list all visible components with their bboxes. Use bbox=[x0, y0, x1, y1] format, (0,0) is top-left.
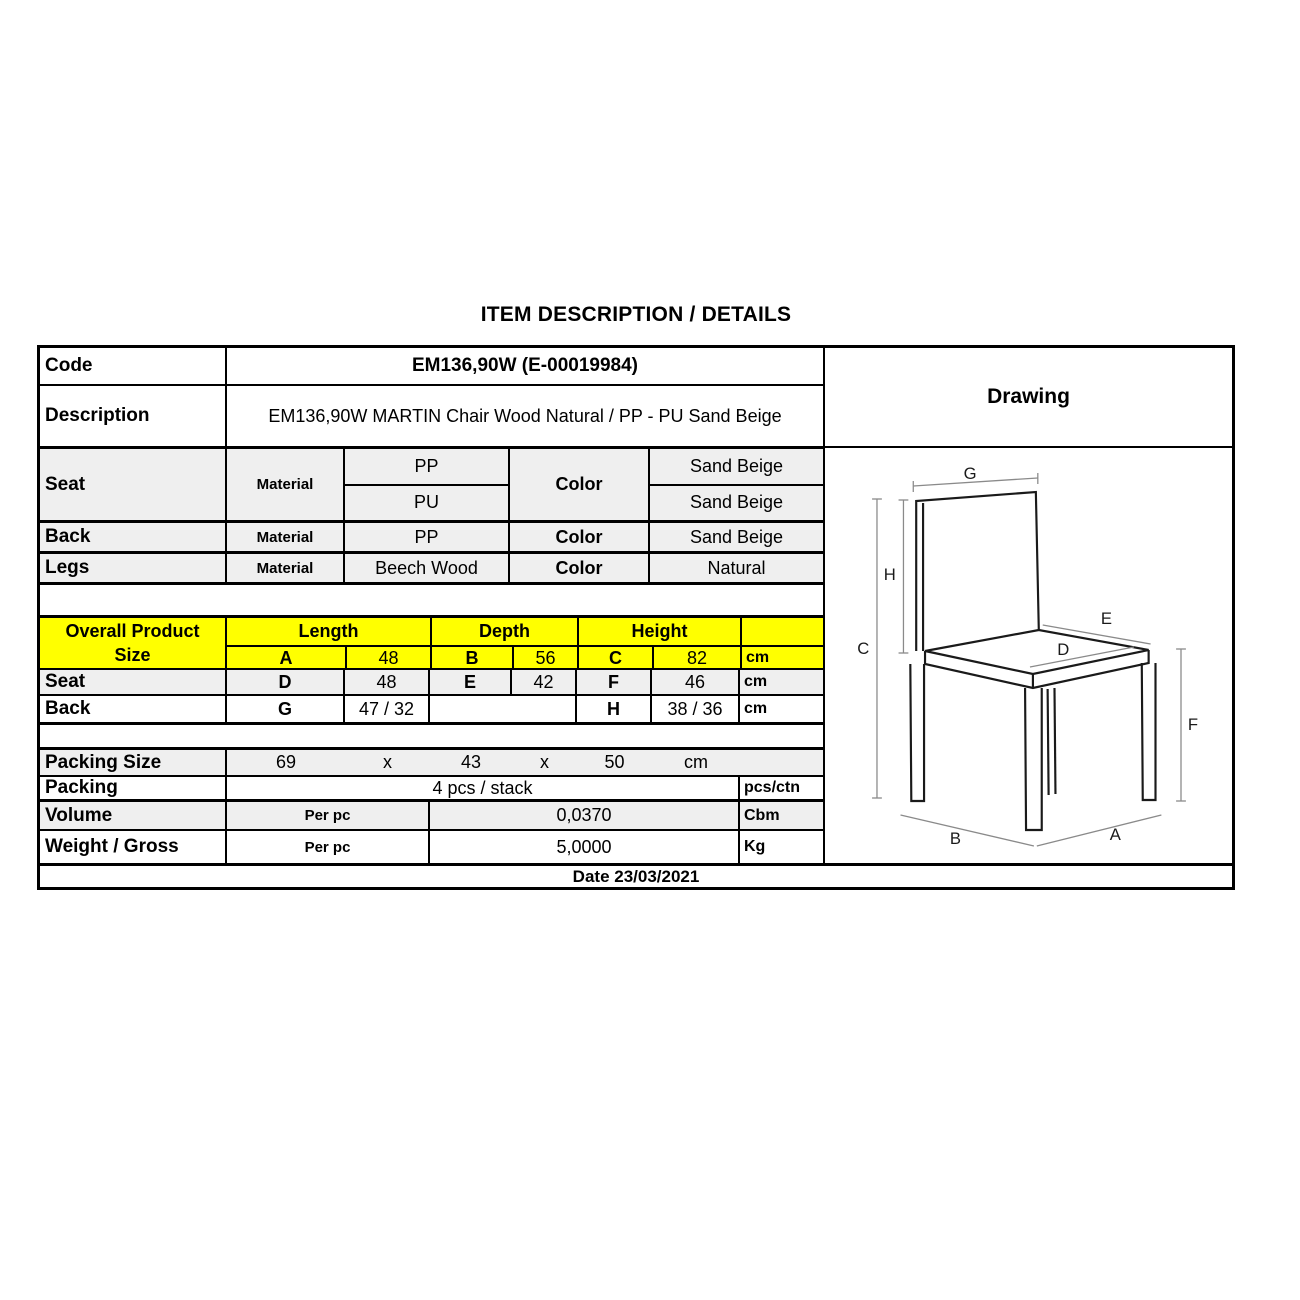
volume-row bbox=[40, 799, 823, 829]
code-value: EM136,90W (E-00019984) bbox=[225, 348, 823, 384]
seat-material-label: Material bbox=[225, 449, 343, 520]
legs-label: Legs bbox=[45, 557, 90, 578]
letter-h: H bbox=[575, 696, 650, 722]
description-row bbox=[40, 384, 823, 446]
weight-unit: Kg bbox=[738, 831, 823, 863]
back-color-value: Sand Beige bbox=[648, 523, 823, 551]
letter-b: B bbox=[430, 647, 512, 668]
weight-basis: Per pc bbox=[225, 831, 428, 863]
volume-label: Volume bbox=[45, 804, 113, 826]
depth-header: Depth bbox=[430, 618, 577, 645]
packing-size-values bbox=[225, 750, 823, 775]
drawing-title: Drawing bbox=[825, 348, 1232, 448]
back-size-unit: cm bbox=[738, 696, 823, 722]
size-header-dims-row bbox=[227, 618, 823, 645]
description-label: Description bbox=[45, 405, 150, 426]
legs-color-label: Color bbox=[508, 554, 648, 582]
value-c: 82 bbox=[652, 647, 740, 668]
dimension-labels bbox=[857, 464, 1198, 848]
back-row bbox=[40, 520, 823, 551]
seat-size-row bbox=[40, 668, 823, 694]
dim-label-d: D bbox=[1057, 639, 1070, 660]
back-size-empty bbox=[428, 696, 575, 722]
packing-size-sep2: x bbox=[540, 752, 549, 772]
spacer-cell bbox=[40, 585, 823, 615]
dim-label-b: B bbox=[949, 828, 961, 849]
table-main bbox=[40, 348, 1232, 863]
legs-material-label: Material bbox=[225, 554, 343, 582]
height-header: Height bbox=[577, 618, 740, 645]
seat-color-1: Sand Beige bbox=[689, 455, 784, 476]
seat-color-values bbox=[648, 449, 823, 520]
chair-outline bbox=[910, 492, 1155, 830]
dim-label-h: H bbox=[883, 564, 896, 585]
dim-label-f: F bbox=[1187, 714, 1199, 735]
page-title: ITEM DESCRIPTION / DETAILS bbox=[480, 303, 792, 326]
dim-label-a: A bbox=[1109, 824, 1121, 845]
weight-label: Weight / Gross bbox=[45, 836, 179, 857]
dim-label-g: G bbox=[963, 463, 977, 484]
spacer-row-1 bbox=[40, 582, 823, 615]
volume-basis: Per pc bbox=[225, 802, 428, 829]
seat-material-values bbox=[343, 449, 508, 520]
chair-drawing bbox=[825, 448, 1232, 863]
weight-row bbox=[40, 829, 823, 863]
spacer-cell bbox=[40, 725, 823, 747]
value-g: 47 / 32 bbox=[343, 696, 428, 722]
packing-unit: pcs/ctn bbox=[738, 777, 823, 799]
overall-unit: cm bbox=[740, 647, 823, 668]
size-header-grid bbox=[225, 618, 823, 668]
details-left-section bbox=[40, 348, 823, 863]
packing-value: 4 pcs / stack bbox=[225, 777, 738, 799]
size-header-label bbox=[40, 618, 225, 668]
seat-size-unit: cm bbox=[738, 670, 823, 694]
code-label: Code bbox=[45, 355, 93, 376]
spacer-row-2 bbox=[40, 722, 823, 747]
packing-label: Packing bbox=[45, 777, 118, 798]
weight-value: 5,0000 bbox=[428, 831, 738, 863]
legs-color-value: Natural bbox=[648, 554, 823, 582]
dim-label-c: C bbox=[857, 638, 870, 659]
seat-size-label: Seat bbox=[45, 671, 86, 692]
volume-unit: Cbm bbox=[738, 802, 823, 829]
size-header-label-line2: Size bbox=[114, 645, 151, 665]
seat-material-2: PU bbox=[345, 484, 508, 521]
letter-f: F bbox=[575, 670, 650, 694]
letter-d: D bbox=[225, 670, 343, 694]
back-material-value: PP bbox=[343, 523, 508, 551]
size-header-letters-row bbox=[227, 645, 823, 668]
packing-size-value3: 50 bbox=[604, 752, 625, 772]
volume-value: 0,0370 bbox=[428, 802, 738, 829]
letter-a: A bbox=[227, 647, 345, 668]
code-row bbox=[40, 348, 823, 384]
seat-color-label: Color bbox=[508, 449, 648, 520]
back-color-label: Color bbox=[508, 523, 648, 551]
seat-material-1: PP bbox=[414, 455, 439, 476]
size-header-empty bbox=[740, 618, 823, 645]
packing-size-sep1: x bbox=[383, 752, 392, 772]
date-row: Date 23/03/2021 bbox=[40, 863, 1232, 887]
packing-size-value1: 69 bbox=[275, 752, 297, 772]
description-value-cell bbox=[225, 386, 823, 446]
size-header-row bbox=[40, 615, 823, 668]
legs-row bbox=[40, 551, 823, 582]
drawing-area bbox=[825, 448, 1232, 863]
seat-row bbox=[40, 446, 823, 520]
legs-material-value: Beech Wood bbox=[343, 554, 508, 582]
back-label: Back bbox=[45, 526, 91, 547]
description-value: EM136,90W MARTIN Chair Wood Natural / PP - PU Sand Beige bbox=[268, 405, 782, 426]
packing-size-value2: 43 bbox=[460, 752, 482, 772]
packing-size-label: Packing Size bbox=[45, 751, 162, 773]
value-h: 38 / 36 bbox=[650, 696, 738, 722]
drawing-section bbox=[823, 348, 1232, 863]
packing-size-unit: cm bbox=[684, 752, 708, 772]
letter-c: C bbox=[577, 647, 652, 668]
letter-e: E bbox=[428, 670, 510, 694]
value-b: 56 bbox=[512, 647, 577, 668]
seat-color-2: Sand Beige bbox=[650, 484, 823, 521]
size-header-label-line1: Overall Product bbox=[65, 620, 200, 641]
back-size-row bbox=[40, 694, 823, 722]
value-d: 48 bbox=[343, 670, 428, 694]
back-size-label: Back bbox=[45, 698, 91, 719]
seat-label: Seat bbox=[45, 473, 86, 495]
value-f: 46 bbox=[650, 670, 738, 694]
dimension-lines bbox=[872, 473, 1186, 849]
length-header: Length bbox=[227, 618, 430, 645]
packing-row bbox=[40, 775, 823, 799]
letter-g: G bbox=[225, 696, 343, 722]
value-e: 42 bbox=[510, 670, 575, 694]
details-table bbox=[37, 345, 1235, 890]
value-a: 48 bbox=[345, 647, 430, 668]
back-material-label: Material bbox=[225, 523, 343, 551]
packing-size-row bbox=[40, 747, 823, 775]
dim-label-e: E bbox=[1100, 608, 1113, 629]
